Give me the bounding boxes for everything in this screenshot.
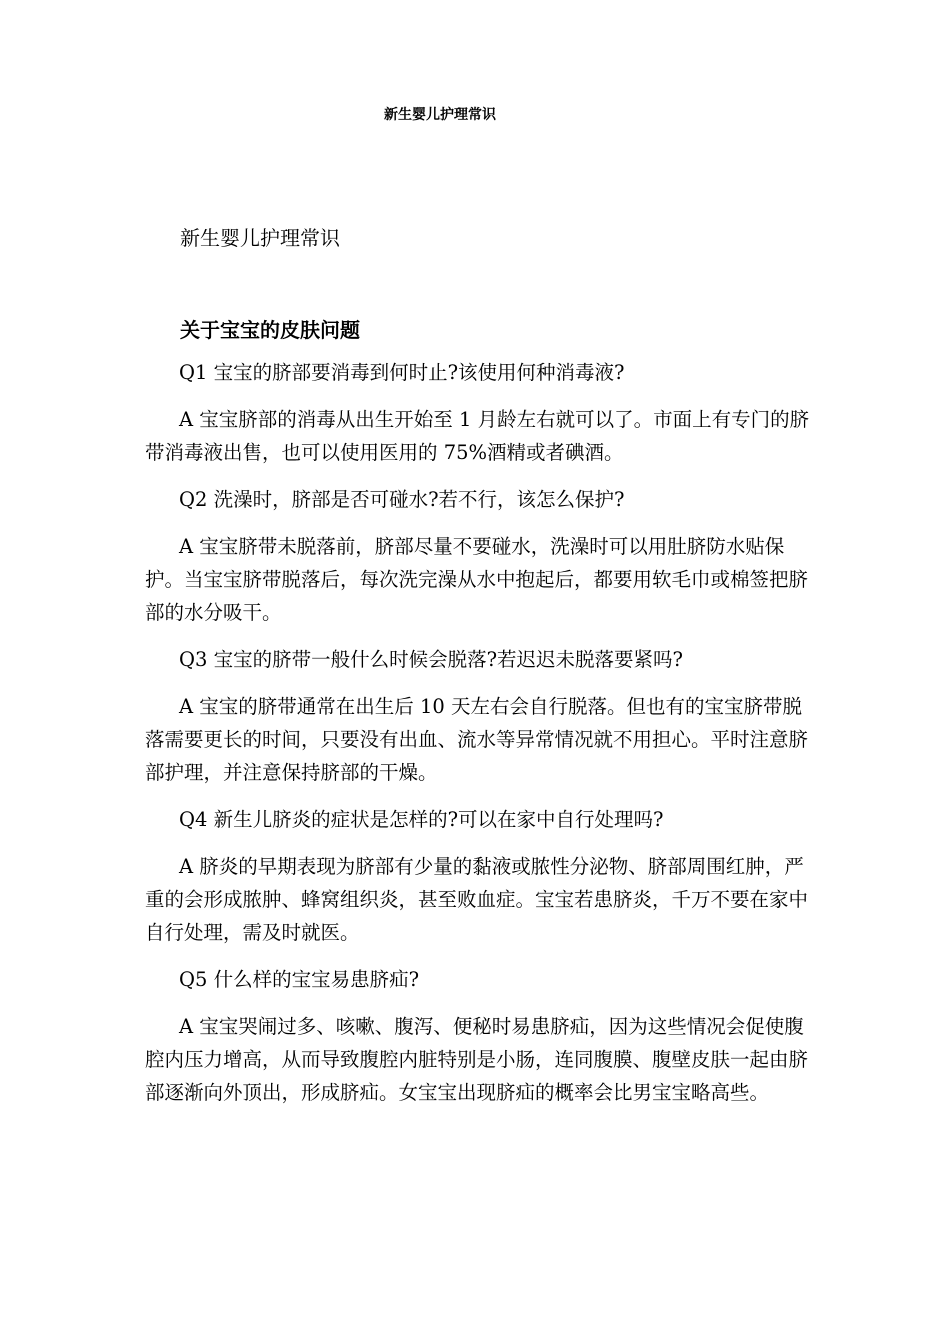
document-title: 新生婴儿护理常识 — [180, 226, 340, 250]
answer-paragraph: A 脐炎的早期表现为脐部有少量的黏液或脓性分泌物、脐部周围红肿，严重的会形成脓肿、蜂窝组织炎，甚至败血症。宝宝若患脐炎，千万不要在家中自行处理，需及时就医。 — [145, 855, 809, 944]
answer-paragraph: A 宝宝脐带未脱落前，脐部尽量不要碰水，洗澡时可以用肚脐防水贴保护。当宝宝脐带脱落后，每次洗完澡从水中抱起后，都要用软毛巾或棉签把脐部的水分吸干。 — [145, 535, 809, 624]
page-header: 新生婴儿护理常识 — [384, 107, 496, 123]
question-paragraph: Q5 什么样的宝宝易患脐疝? — [179, 968, 420, 991]
answer-paragraph: A 宝宝脐部的消毒从出生开始至 1 月龄左右就可以了。市面上有专门的脐带消毒液出售，也可以使用医用的 75%酒精或者碘酒。 — [145, 408, 810, 464]
question-paragraph: Q1 宝宝的脐部要消毒到何时止?该使用何种消毒液? — [179, 361, 625, 384]
document-body — [145, 356, 810, 1123]
answer-paragraph: A 宝宝的脐带通常在出生后 10 天左右会自行脱落。但也有的宝宝脐带脱落需要更长的时间，只要没有出血、流水等异常情况就不用担心。平时注意脐部护理，并注意保持脐部的干燥。 — [145, 695, 809, 784]
question-paragraph: Q2 洗澡时，脐部是否可碰水?若不行，该怎么保护? — [179, 488, 625, 511]
section-title: 关于宝宝的皮肤问题 — [180, 318, 360, 342]
question-paragraph: Q4 新生儿脐炎的症状是怎样的?可以在家中自行处理吗? — [179, 808, 664, 831]
answer-paragraph: A 宝宝哭闹过多、咳嗽、腹泻、便秘时易患脐疝，因为这些情况会促使腹腔内压力增高，从而导致腹腔内脏特别是小肠，连同腹膜、腹壁皮肤一起由脐部逐渐向外顶出，形成脐疝。女宝宝出现脐疝的概率会比男宝宝略高些。 — [145, 1015, 809, 1104]
question-paragraph: Q3 宝宝的脐带一般什么时候会脱落?若迟迟未脱落要紧吗? — [179, 648, 684, 671]
